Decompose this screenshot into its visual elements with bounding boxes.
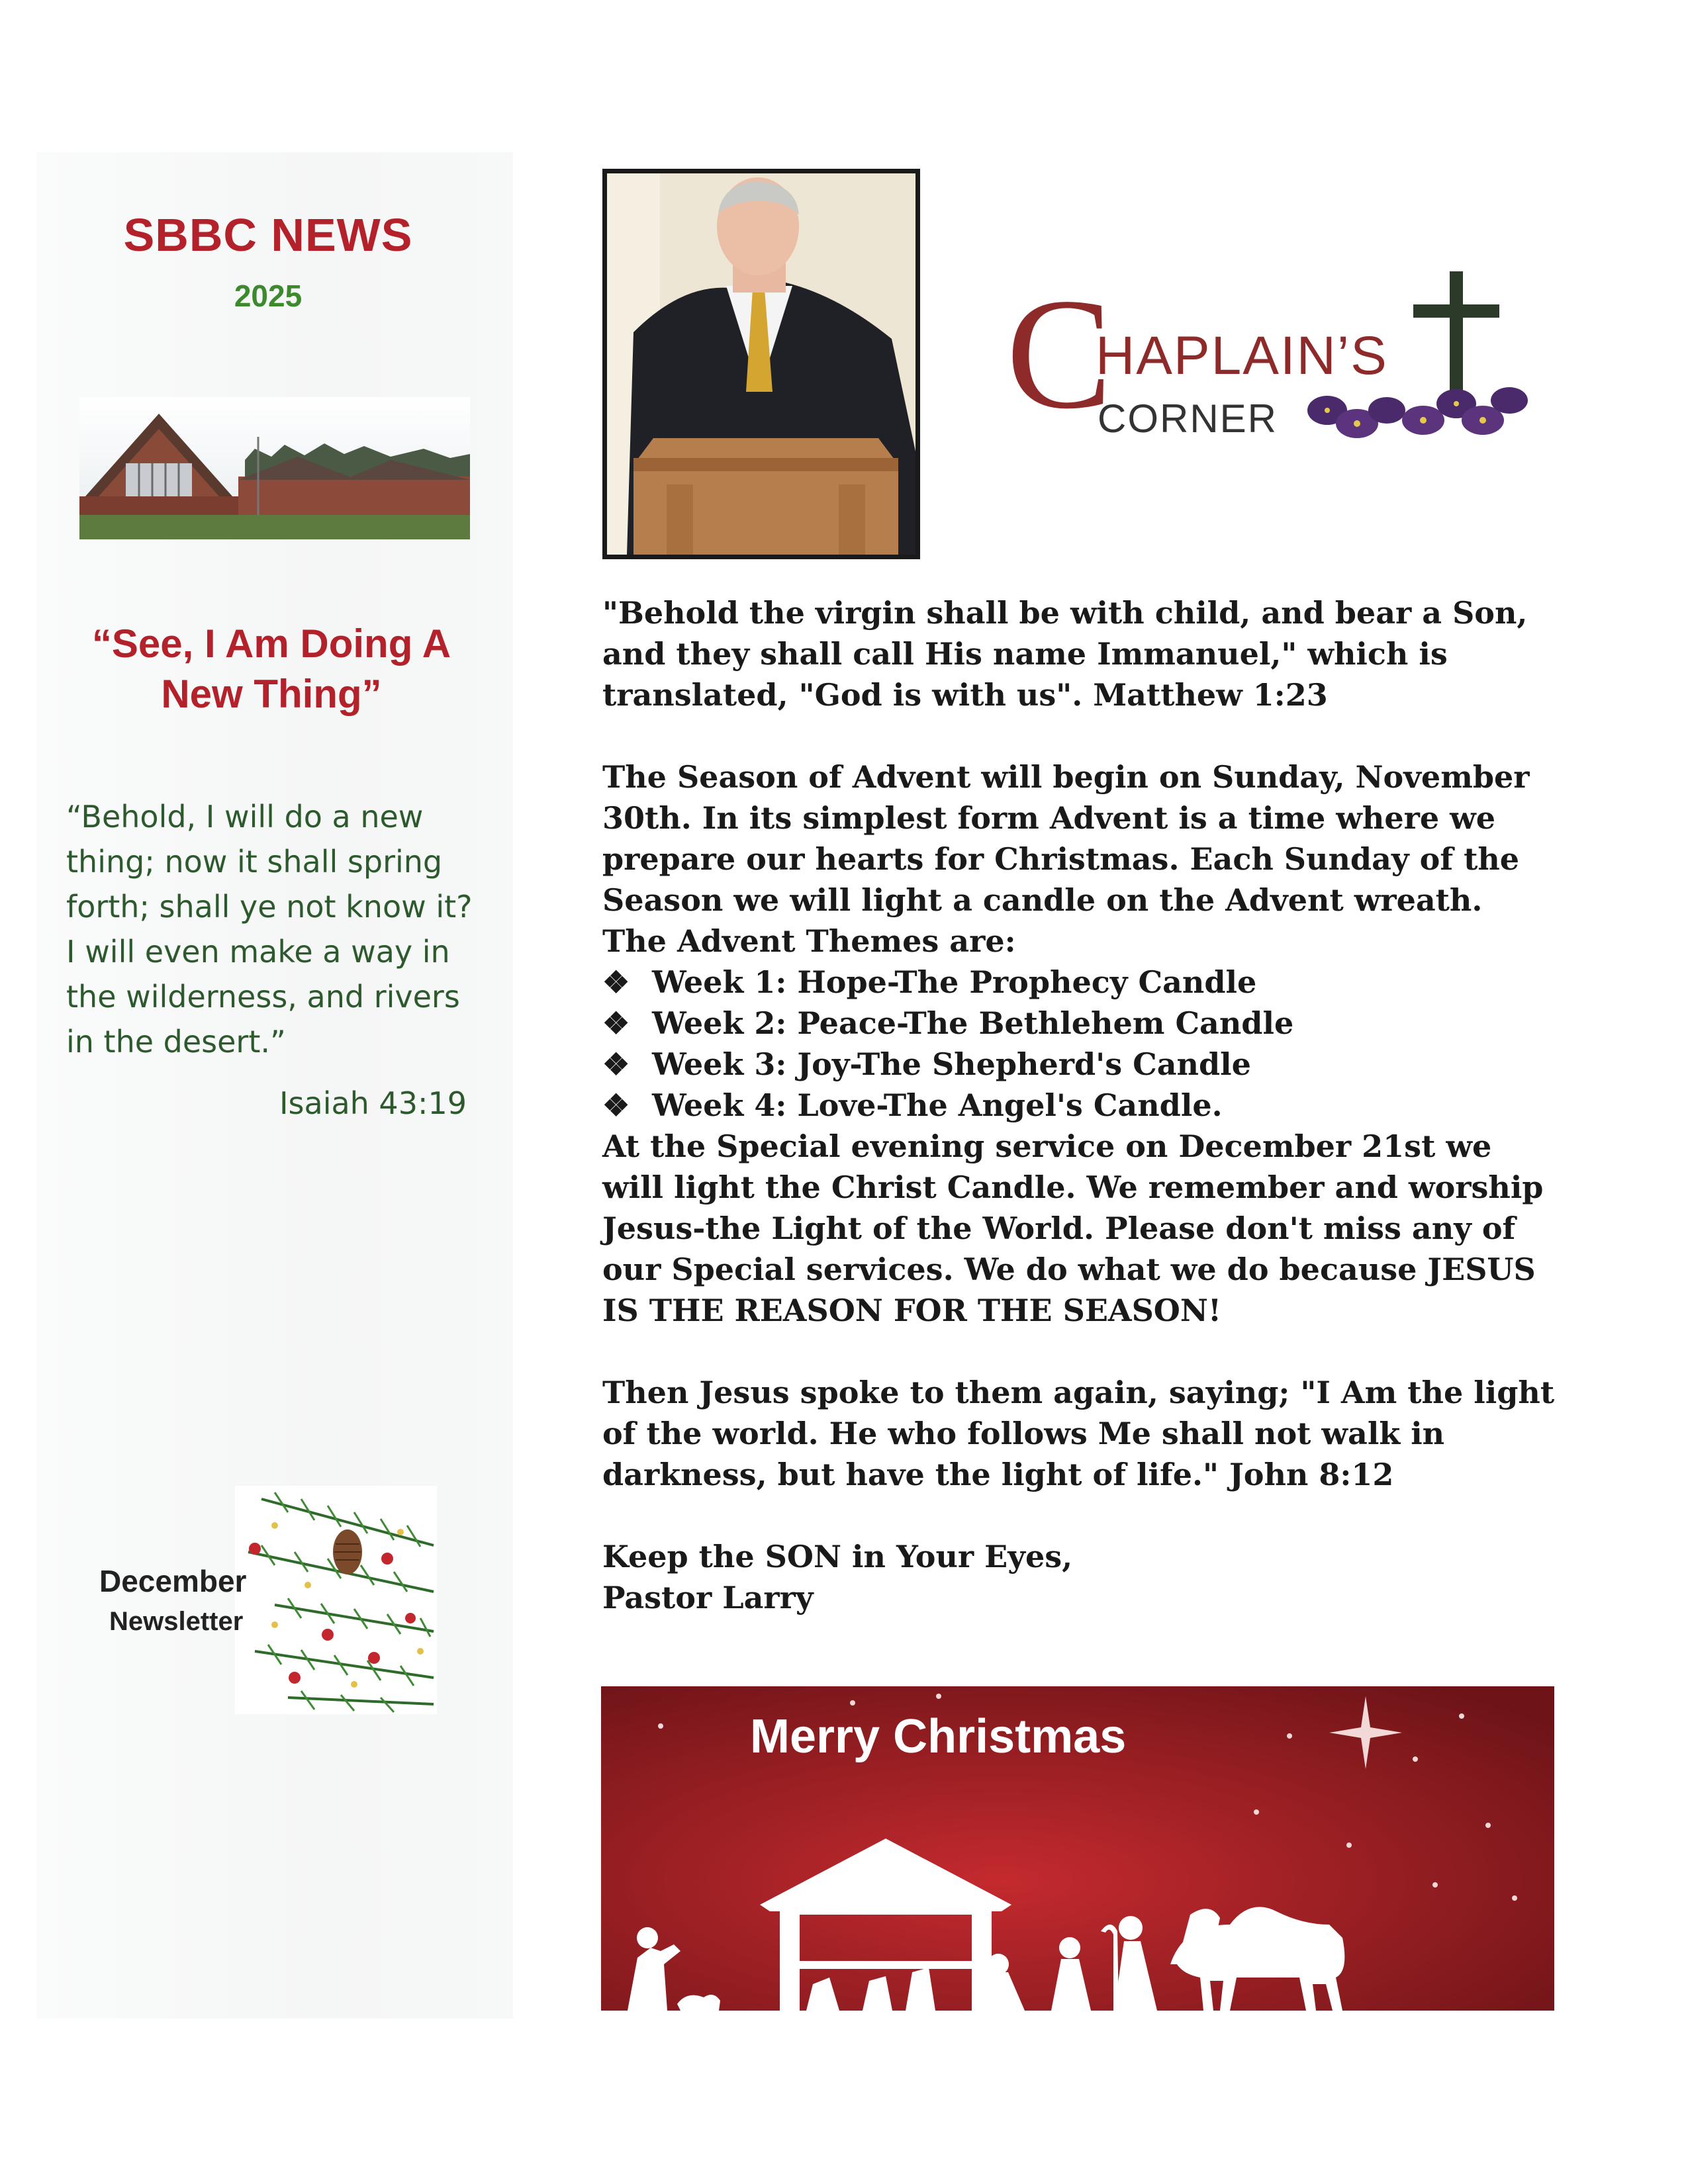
advent-paragraph: The Season of Advent will begin on Sunday, November 30th. In its simplest form Advent is a time where we prepare our hearts for Christmas. Each Sunday of the Season we will light a candle on the Advent wreath. The Advent Themes are: <box>602 759 1530 959</box>
newsletter-label: Newsletter <box>109 1607 244 1636</box>
logo-line-2: CORNER <box>1098 396 1278 441</box>
chaplains-corner-logo <box>1006 261 1549 460</box>
list-item: ❖ Week 3: Joy-The Shepherd's Candle <box>602 1044 1556 1085</box>
list-item: ❖ Week 2: Peace-The Bethlehem Candle <box>602 1003 1556 1044</box>
bullet-icon: ❖ <box>602 1087 630 1123</box>
closing-line: Keep the SON in Your Eyes, <box>602 1539 1073 1574</box>
special-service-paragraph: At the Special evening service on December 21st we will light the Christ Candle. We remember and worship Jesus-the Light of the World. Please don't miss any of our Special services. We do what we do because JESUS IS THE REASON FOR THE SEASON! <box>602 1128 1544 1328</box>
list-item: ❖ Week 1: Hope-The Prophecy Candle <box>602 962 1556 1003</box>
intro-paragraph: "Behold the virgin shall be with child, and bear a Son, and they shall call His name Immanuel," which is translated, "God is with us". Matthew 1:23 <box>602 595 1528 713</box>
john-paragraph: Then Jesus spoke to them again, saying; "I Am the light of the world. He who follows Me shall not walk in darkness, but have the light of life." John 8:12 <box>602 1375 1555 1492</box>
newsletter-month: December <box>99 1564 247 1598</box>
theme-heading: “See, I Am Doing A New Thing” <box>91 621 451 716</box>
logo-big-letter: C <box>1006 265 1113 441</box>
newsletter-title: SBBC NEWS <box>123 209 413 261</box>
bullet-icon: ❖ <box>602 964 630 1000</box>
list-item: ❖ Week 4: Love-The Angel's Candle. <box>602 1085 1556 1126</box>
theme-verse: “Behold, I will do a new thing; now it shall spring forth; shall ye not know it? I will even make a way in the wilderness, and rivers in the desert.” <box>66 799 473 1060</box>
merry-christmas-banner <box>601 1686 1554 2011</box>
christmas-greenery-image <box>235 1486 437 1714</box>
newsletter-year: 2025 <box>234 279 303 313</box>
logo-line-1: HAPLAIN’S <box>1096 326 1388 386</box>
banner-text: Merry Christmas <box>750 1710 1127 1763</box>
bullet-icon: ❖ <box>602 1046 630 1082</box>
violet-flowers-icon <box>1307 387 1528 438</box>
theme-verse-reference: Isaiah 43:19 <box>279 1085 467 1121</box>
chaplains-article <box>602 592 1556 1618</box>
pastor-photo <box>602 169 920 559</box>
bullet-icon: ❖ <box>602 1005 630 1041</box>
church-photo <box>79 397 470 539</box>
signature: Pastor Larry <box>602 1580 814 1615</box>
